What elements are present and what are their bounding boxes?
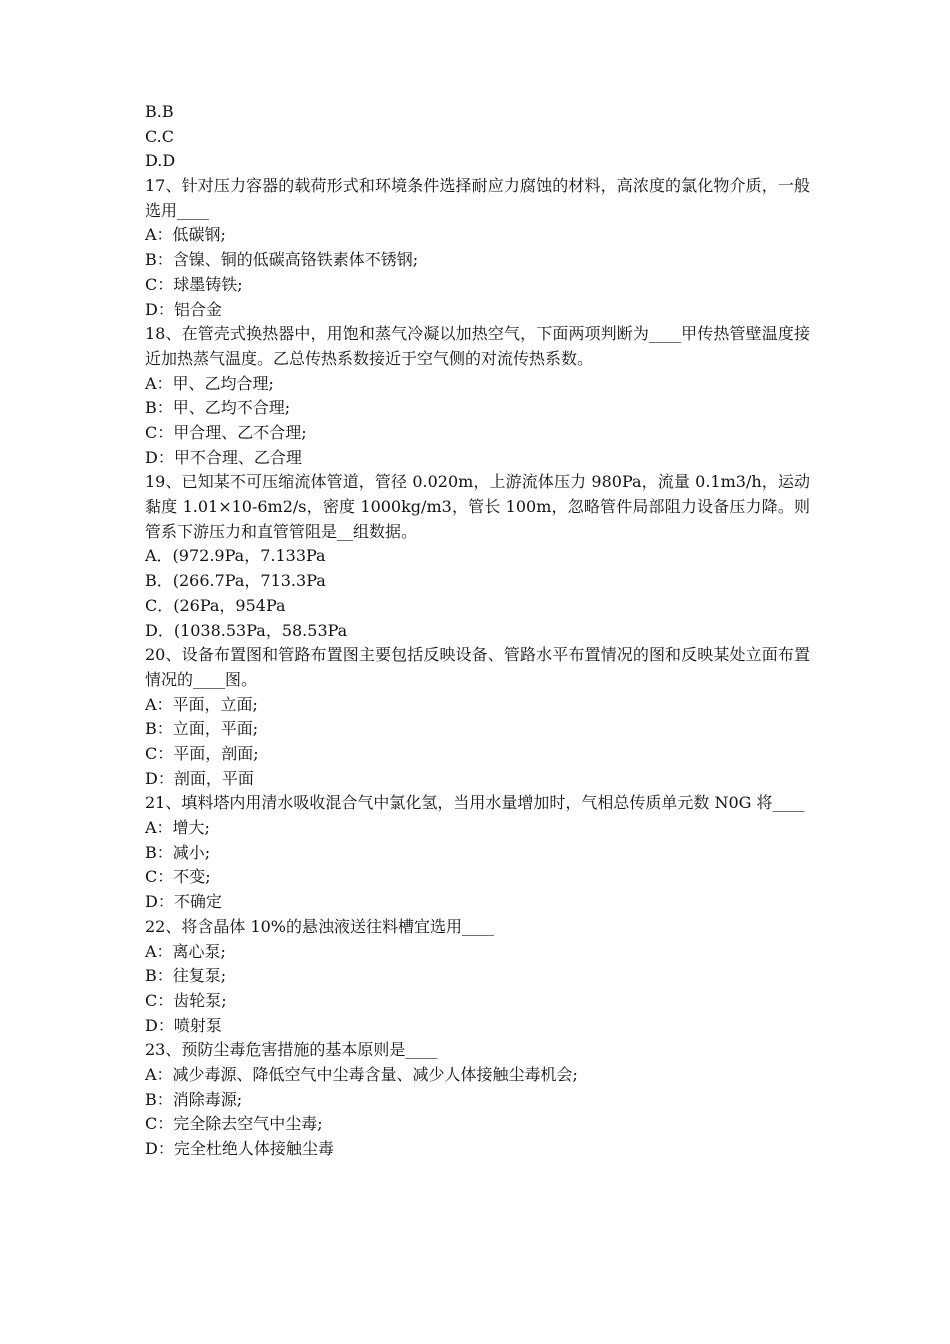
- question-stem: 23、预防尘毒危害措施的基本原则是____: [145, 1040, 438, 1060]
- option-line: D：甲不合理、乙合理: [145, 447, 302, 467]
- option-line: C：完全除去空气中尘毒;: [145, 1114, 323, 1134]
- option-line: B：立面，平面;: [145, 719, 259, 739]
- option-line: D：喷射泵: [145, 1015, 222, 1035]
- option-line: A．(972.9Pa，7.133Pa: [145, 546, 326, 566]
- option-line: C．(26Pa，954Pa: [145, 595, 286, 615]
- question-20: [145, 643, 810, 791]
- option-line: A：减少毒源、降低空气中尘毒含量、减少人体接触尘毒机会;: [145, 1065, 578, 1084]
- option-line: A：平面，立面;: [145, 694, 258, 714]
- option-line: A：低碳钢;: [145, 225, 226, 245]
- option-line: C.C: [145, 126, 174, 146]
- document-body: [145, 100, 810, 1162]
- option-line: B：含镍、铜的低碳高铬铁素体不锈钢;: [145, 250, 419, 270]
- option-line: B．(266.7Pa，713.3Pa: [145, 571, 326, 591]
- question-stem: 21、填料塔内用清水吸收混合气中氯化氢，当用水量增加时，气相总传质单元数 N0G 将____: [145, 793, 805, 813]
- option-line: C：不变;: [145, 867, 211, 887]
- question-23: [145, 1038, 810, 1161]
- option-line: A：甲、乙均合理;: [145, 373, 274, 393]
- option-line: B：往复泵;: [145, 966, 227, 986]
- option-line: B：减小;: [145, 842, 211, 862]
- option-line: C：球墨铸铁;: [145, 274, 243, 294]
- option-line: B：甲、乙均不合理;: [145, 398, 291, 418]
- question-stem: 17、针对压力容器的载荷形式和环境条件选择耐应力腐蚀的材料，高浓度的氯化物介质，一般选用____: [145, 176, 810, 220]
- option-line: A：增大;: [145, 818, 210, 838]
- header-options: [145, 100, 810, 174]
- question-19: [145, 470, 810, 643]
- question-21: [145, 791, 810, 914]
- question-17: [145, 174, 810, 322]
- option-line: D：完全杜绝人体接触尘毒: [145, 1139, 334, 1159]
- option-line: C：齿轮泵;: [145, 990, 227, 1010]
- question-stem: 19、已知某不可压缩流体管道，管径 0.020m，上游流体压力 980Pa，流量 0.1m3/h，运动黏度 1.01×10-6m2/s，密度 1000kg/m3，管长 100m，忽略管件局部阻力设备压力降。则管系下游压力和直管管阻是__组数据。: [145, 472, 810, 541]
- question-stem: 18、在管壳式换热器中，用饱和蒸气冷凝以加热空气，下面两项判断为____甲传热管壁温度接近加热蒸气温度。乙总传热系数接近于空气侧的对流传热系数。: [145, 324, 810, 368]
- option-line: D：剖面，平面: [145, 768, 254, 788]
- option-line: D：铝合金: [145, 299, 222, 319]
- question-stem: 20、设备布置图和管路布置图主要包括反映设备、管路水平布置情况的图和反映某处立面布置情况的____图。: [145, 645, 810, 689]
- option-line: B.B: [145, 102, 174, 121]
- option-line: A：离心泵;: [145, 941, 226, 961]
- option-line: C：平面，剖面;: [145, 744, 259, 764]
- option-line: D．(1038.53Pa，58.53Pa: [145, 620, 348, 640]
- option-line: B：消除毒源;: [145, 1089, 243, 1109]
- question-stem: 22、将含晶体 10%的悬浊液送往料槽宜选用____: [145, 916, 495, 936]
- question-22: [145, 915, 810, 1038]
- option-line: D.D: [145, 151, 176, 171]
- option-line: D：不确定: [145, 892, 222, 912]
- option-line: C：甲合理、乙不合理;: [145, 423, 307, 442]
- question-18: [145, 322, 810, 470]
